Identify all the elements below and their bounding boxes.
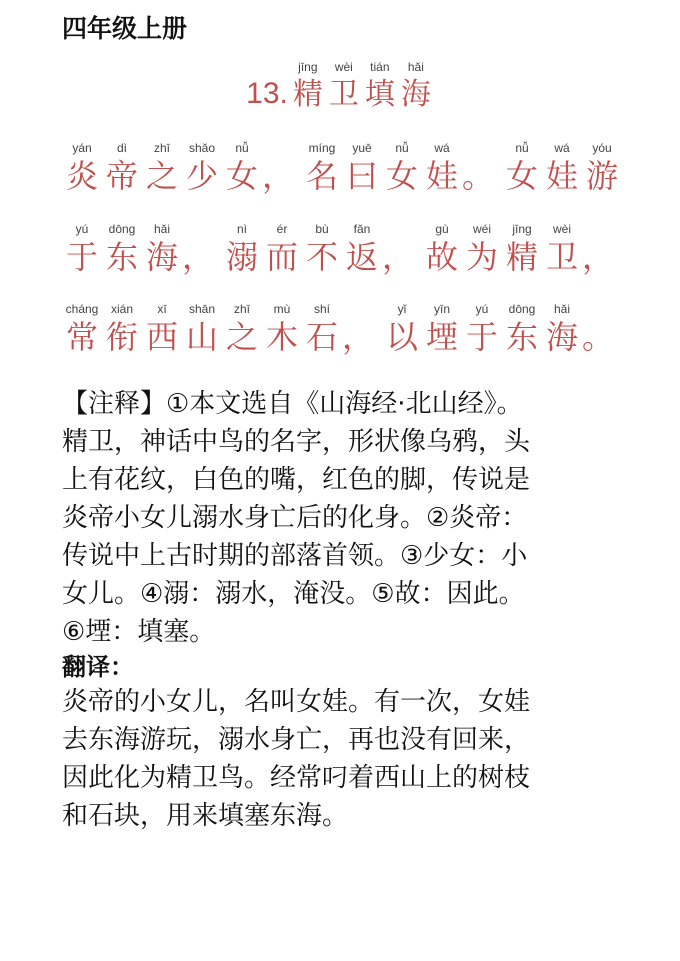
character-with-pinyin: [222, 221, 262, 277]
hanzi: 衔: [105, 318, 138, 356]
pinyin: zhī: [233, 302, 250, 316]
character-with-pinyin: [262, 301, 302, 357]
annotation-line: 【注释】①本文选自《山海经·北山经》。: [62, 389, 523, 419]
pinyin: hǎi: [553, 302, 570, 316]
translation-line: 去东海游玩，溺水身亡，再也没有回来，: [62, 725, 531, 755]
pinyin: hǎi: [407, 60, 424, 74]
character-with-pinyin: [362, 59, 398, 115]
pinyin: wèi: [334, 60, 353, 74]
pinyin: xī: [157, 302, 167, 316]
pinyin: dì: [116, 141, 127, 155]
pinyin: yuē: [352, 141, 372, 155]
lesson-title: [0, 59, 680, 115]
pinyin: gù: [435, 222, 449, 236]
hanzi: 卫: [545, 238, 578, 276]
character-with-pinyin: [222, 301, 262, 357]
hanzi: 堙: [425, 318, 458, 356]
hanzi: 名: [305, 157, 338, 195]
character-with-pinyin: [382, 140, 422, 196]
punctuation: [182, 221, 222, 277]
punctuation-mark: ，: [382, 238, 415, 276]
pinyin: nǚ: [235, 141, 249, 155]
hanzi: 返: [345, 238, 378, 276]
character-with-pinyin: [102, 301, 142, 357]
hanzi: 于: [465, 318, 498, 356]
character-with-pinyin: [142, 301, 182, 357]
pinyin: tián: [370, 60, 390, 74]
hanzi: 常: [65, 318, 98, 356]
classical-text-line-1: [62, 140, 622, 196]
character-with-pinyin: [302, 221, 342, 277]
character-with-pinyin: [102, 140, 142, 196]
pinyin: yú: [75, 222, 89, 236]
hanzi: 少: [185, 157, 218, 195]
grade-label: 四年级上册: [62, 14, 188, 43]
character-with-pinyin: [502, 221, 542, 277]
punctuation-mark: ，: [262, 157, 295, 195]
pinyin: shí: [313, 302, 330, 316]
character-with-pinyin: [326, 59, 362, 115]
classical-text-line-2: [62, 221, 622, 277]
character-with-pinyin: [502, 140, 542, 196]
pinyin: nǚ: [395, 141, 409, 155]
character-with-pinyin: [342, 140, 382, 196]
translation-heading: 翻译：: [62, 653, 134, 681]
hanzi: 帝: [105, 157, 138, 195]
pinyin: ér: [276, 222, 288, 236]
character-with-pinyin: [398, 59, 434, 115]
character-with-pinyin: [182, 140, 222, 196]
hanzi: 西: [145, 318, 178, 356]
translation-line: 因此化为精卫鸟。经常叼着西山上的树枝: [62, 763, 531, 793]
character-with-pinyin: [422, 301, 462, 357]
pinyin: zhī: [153, 141, 170, 155]
hanzi: 之: [145, 157, 178, 195]
punctuation-mark: ，: [582, 238, 615, 276]
character-with-pinyin: [262, 221, 302, 277]
character-with-pinyin: [62, 221, 102, 277]
pinyin: dōng: [108, 222, 136, 236]
pinyin: wá: [554, 141, 570, 155]
punctuation-mark: ，: [182, 238, 215, 276]
hanzi: 填: [364, 77, 395, 112]
character-with-pinyin: [302, 140, 342, 196]
punctuation-mark: 。: [582, 318, 615, 356]
character-with-pinyin: [382, 301, 422, 357]
hanzi: 女: [505, 157, 538, 195]
hanzi: 海: [400, 77, 431, 112]
hanzi: 东: [505, 318, 538, 356]
character-with-pinyin: [542, 140, 582, 196]
punctuation-mark: 。: [462, 157, 495, 195]
hanzi: 海: [145, 238, 178, 276]
annotation-line: 女儿。④溺：溺水，淹没。⑤故：因此。: [62, 579, 525, 609]
pinyin: míng: [308, 141, 336, 155]
translation-block: [62, 683, 632, 835]
pinyin: yóu: [592, 141, 612, 155]
pinyin: bù: [315, 222, 329, 236]
hanzi: 游: [585, 157, 618, 195]
annotation-line: 炎帝小女儿溺水身亡后的化身。②炎帝：: [62, 503, 528, 533]
character-with-pinyin: [422, 221, 462, 277]
hanzi: 炎: [65, 157, 98, 195]
pinyin: yán: [72, 141, 92, 155]
character-with-pinyin: [342, 221, 382, 277]
hanzi: 故: [425, 238, 458, 276]
pinyin: nì: [236, 222, 247, 236]
pinyin: shān: [188, 302, 216, 316]
hanzi: 以: [385, 318, 418, 356]
pinyin: xián: [110, 302, 133, 316]
hanzi: 精: [505, 238, 538, 276]
pinyin: jīng: [512, 222, 532, 236]
hanzi: 于: [65, 238, 98, 276]
hanzi: 娃: [425, 157, 458, 195]
hanzi: 曰: [345, 157, 378, 195]
character-with-pinyin: [102, 221, 142, 277]
pinyin: wéi: [472, 222, 491, 236]
hanzi: 娃: [545, 157, 578, 195]
annotation-line: 精卫，神话中鸟的名字，形状像乌鸦，头: [62, 427, 531, 457]
character-with-pinyin: [290, 59, 326, 115]
hanzi: 不: [305, 238, 338, 276]
annotation-block: [62, 385, 632, 651]
hanzi: 为: [465, 238, 498, 276]
hanzi: 石: [305, 318, 338, 356]
character-with-pinyin: [62, 301, 102, 357]
lesson-number: 13.: [246, 77, 288, 110]
pinyin: shǎo: [188, 141, 216, 155]
annotation-line: 上有花纹，白色的嘴，红色的脚，传说是: [62, 465, 531, 495]
character-with-pinyin: [62, 140, 102, 196]
character-with-pinyin: [222, 140, 262, 196]
punctuation: [582, 221, 622, 277]
hanzi: 精: [292, 77, 323, 112]
pinyin: wá: [434, 141, 450, 155]
character-with-pinyin: [542, 221, 582, 277]
punctuation: [382, 221, 422, 277]
character-with-pinyin: [462, 301, 502, 357]
hanzi: 女: [385, 157, 418, 195]
hanzi: 溺: [225, 238, 258, 276]
character-with-pinyin: [542, 301, 582, 357]
punctuation: [582, 301, 622, 357]
character-with-pinyin: [462, 221, 502, 277]
hanzi: 而: [265, 238, 298, 276]
translation-line: 和石块，用来填塞东海。: [62, 801, 349, 831]
hanzi: 海: [545, 318, 578, 356]
hanzi: 之: [225, 318, 258, 356]
character-with-pinyin: [182, 301, 222, 357]
pinyin: mù: [273, 302, 291, 316]
hanzi: 东: [105, 238, 138, 276]
character-with-pinyin: [302, 301, 342, 357]
pinyin: hǎi: [153, 222, 170, 236]
pinyin: yú: [475, 302, 489, 316]
annotation-line: 传说中上古时期的部落首领。③少女：小: [62, 541, 528, 571]
punctuation: [262, 140, 302, 196]
annotation-line: ⑥堙：填塞。: [62, 617, 216, 647]
pinyin: dōng: [508, 302, 536, 316]
character-with-pinyin: [502, 301, 542, 357]
pinyin: yǐ: [397, 302, 407, 316]
punctuation: [342, 301, 382, 357]
classical-text-line-3: [62, 301, 622, 357]
punctuation: [462, 140, 502, 196]
character-with-pinyin: [142, 221, 182, 277]
pinyin: nǚ: [515, 141, 529, 155]
translation-line: 炎帝的小女儿，名叫女娃。有一次，女娃: [62, 687, 531, 717]
hanzi: 山: [185, 318, 218, 356]
character-with-pinyin: [142, 140, 182, 196]
pinyin: wèi: [552, 222, 571, 236]
notes-section: [62, 385, 632, 835]
pinyin: cháng: [65, 302, 99, 316]
punctuation-mark: ，: [342, 318, 375, 356]
pinyin: fǎn: [353, 222, 371, 236]
hanzi: 卫: [328, 77, 359, 112]
pinyin: jīng: [298, 60, 318, 74]
hanzi: 女: [225, 157, 258, 195]
character-with-pinyin: [422, 140, 462, 196]
hanzi: 木: [265, 318, 298, 356]
character-with-pinyin: [582, 140, 622, 196]
pinyin: yīn: [433, 302, 450, 316]
